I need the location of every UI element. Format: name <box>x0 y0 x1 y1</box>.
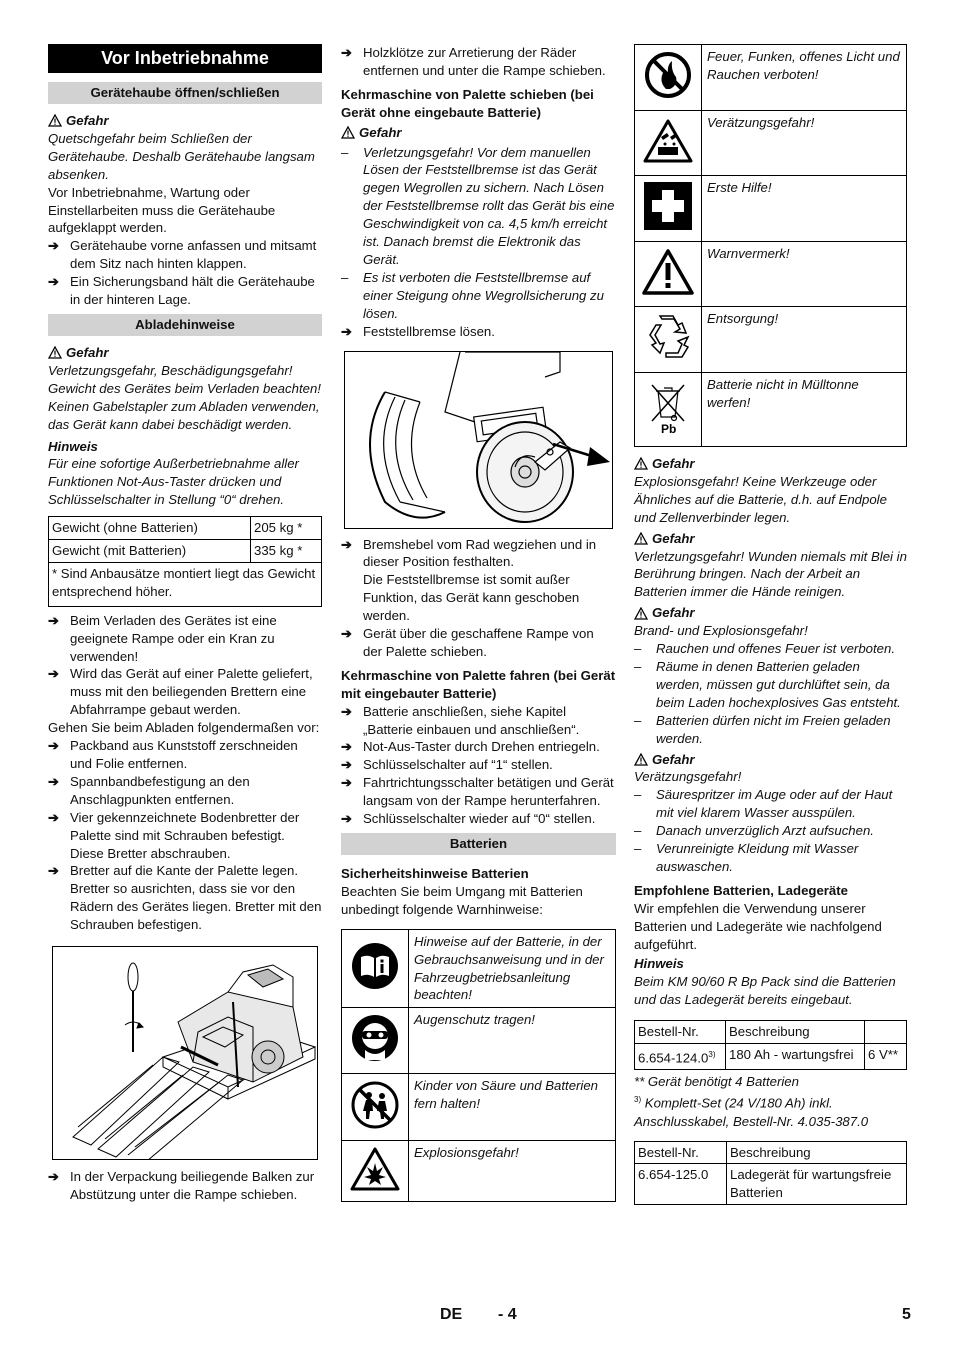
no-fire-icon <box>635 45 702 111</box>
step-item: ➔ Feststellbremse lösen. <box>341 323 495 339</box>
hint-label: Hinweis <box>634 956 684 972</box>
dash-item: – Batterien dürfen nicht im Freien geladen werden. <box>634 712 891 746</box>
danger-label: Gefahr <box>48 344 322 362</box>
warning-triangle-icon <box>634 457 648 470</box>
manual-info-icon <box>342 929 409 1008</box>
first-aid-icon <box>635 176 702 242</box>
step-item: ➔ Bremshebel vom Rad wegziehen und in dieser Position festhalten. Die Feststellbremse ist somit außer Funktion, das Gerät kann geschoben werden. <box>341 536 597 624</box>
step-item: ➔ Gerätehaube vorne anfassen und mitsamt dem Sitz nach hinten klappen. <box>48 238 317 272</box>
dash-item: – Räume in denen Batterien geladen werden, müssen gut durchlüftet sein, da beim Laden hochexplosives Gas entsteht. <box>634 658 901 710</box>
footnote: ** Gerät benötigt 4 Batterien <box>634 1074 799 1090</box>
danger-label: Gefahr <box>634 455 907 473</box>
hint-text: Beim KM 90/60 R Bp Pack sind die Batterien und das Ladegerät bereits eingebaut. <box>634 974 896 1008</box>
weight-table <box>48 516 322 607</box>
table-row: Erste Hilfe! <box>635 176 907 242</box>
footer-language: DE <box>440 1306 463 1323</box>
step-item: ➔ Fahrtrichtungsschalter betätigen und Gerät langsam von der Rampe herunterfahren. <box>341 775 614 809</box>
heading-drive-off-pallet: Kehrmaschine von Palette fahren (bei Gerät mit eingebauter Batterie) <box>341 667 616 701</box>
footer-page-right: 5 <box>902 1306 911 1323</box>
danger-text: Brand- und Explosionsgefahr! <box>634 623 808 639</box>
table-row: Verätzungsgefahr! <box>635 111 907 176</box>
subheading-hood: Gerätehaube öffnen/schließen <box>48 82 322 104</box>
danger-label: Gefahr <box>634 751 907 769</box>
column-1 <box>48 44 322 1204</box>
warning-icon <box>635 242 702 307</box>
subheading-batteries: Batterien <box>341 833 616 855</box>
danger-text: Verätzungsgefahr! <box>634 769 742 785</box>
danger-label: Gefahr <box>634 530 907 548</box>
step-item: ➔ In der Verpackung beiliegende Balken zur Abstützung unter die Rampe schieben. <box>48 1169 315 1202</box>
step-item: ➔ Ein Sicherungsband hält die Gerätehaube in der hinteren Lage. <box>48 274 315 308</box>
heading-battery-safety: Sicherheitshinweise Batterien <box>341 866 529 881</box>
danger-text: Verletzungsgefahr! Wunden niemals mit Blei in Berührung bringen. Nach der Arbeit an Batterien immer die Hände reinigen. <box>634 548 907 600</box>
danger-label: Gefahr <box>634 604 907 622</box>
step-item: ➔ Spannbandbefestigung an den Anschlagpunkten entfernen. <box>48 773 250 807</box>
table-row: 6.654-125.0 Ladegerät für wartungsfreie Batterien <box>635 1164 907 1205</box>
danger-label: Gefahr <box>341 124 616 142</box>
step-item: ➔ Wird das Gerät auf einer Palette geliefert, muss mit den beiliegenden Brettern eine Abfahrrampe gebaut werden. <box>48 666 313 718</box>
table-row: Explosionsgefahr! <box>342 1141 616 1202</box>
paragraph: Wir empfehlen die Verwendung unserer Batterien und Ladegeräte wie nachfolgend aufgeführt. <box>634 900 882 952</box>
ramp-illustration <box>52 946 318 1160</box>
table-row: Kinder von Säure und Batterien fern halten! <box>342 1074 616 1141</box>
step-item: ➔ Gerät über die geschaffene Rampe von der Palette schieben. <box>341 626 594 659</box>
footer-page-left: - 4 <box>498 1306 517 1323</box>
step-item: ➔ Vier gekennzeichnete Bodenbretter der Palette sind mit Schrauben befestigt. Diese Bretter abschrauben. <box>48 809 300 861</box>
dash-item: – Verunreinigte Kleidung mit Wasser auswaschen. <box>634 841 859 874</box>
step-item: ➔ Bretter auf die Kante der Palette legen. Bretter so ausrichten, dass sie vor den Rädern des Gerätes liegen. Bretter mit den Schrauben befestigen. <box>48 863 322 933</box>
table-row: 6.654-124.0$^{3)}$ 180 Ah - wartungsfrei 6 V** <box>635 1044 907 1070</box>
table-row: Feuer, Funken, offenes Licht und Rauchen verboten! <box>635 45 907 111</box>
explosion-hazard-icon <box>342 1141 409 1202</box>
step-item: ➔ Batterie anschließen, siehe Kapitel „Batterie einbauen und anschließen“. <box>341 703 580 737</box>
step-item: ➔ Beim Verladen des Gerätes ist eine geeignete Rampe oder ein Kran zu verwenden! <box>48 612 277 664</box>
hint-text: Für eine sofortige Außerbetriebnahme aller Funktionen Not-Aus-Taster drücken und Schlüsselschalter in Stellung “0“ drehen. <box>48 456 299 508</box>
section-title: Vor Inbetriebnahme <box>48 44 322 73</box>
eye-protection-icon <box>342 1008 409 1074</box>
recycling-icon <box>635 307 702 373</box>
table-row: Gewicht (mit Batterien) 335 kg * <box>49 540 322 563</box>
dash-item: – Verletzungsgefahr! Vor dem manuellen Lösen der Feststellbremse ist das Gerät gegen Wegrollen zu sichern. Nach Lösen der Feststellbremse rollt das Gerät bis eine Geschwindigkeit von ca. 4,5 km/h erreicht ist. Danach bremst die Elektronik das Gerät. <box>341 144 615 267</box>
heading-recommended-batteries: Empfohlene Batterien, Ladegeräte <box>634 882 848 898</box>
warning-triangle-icon <box>634 532 648 545</box>
warning-triangle-icon <box>48 114 62 127</box>
corrosive-hazard-icon <box>635 111 702 176</box>
step-item: ➔ Schlüsselschalter wieder auf “0“ stellen. <box>341 811 596 827</box>
warning-triangle-icon <box>634 753 648 766</box>
paragraph: Gehen Sie beim Abladen folgendermaßen vor: <box>48 720 320 736</box>
table-row: Gewicht (ohne Batterien) 205 kg * <box>49 517 322 540</box>
no-bin-pb-icon <box>635 373 702 447</box>
step-item: ➔ Schlüsselschalter auf “1“ stellen. <box>341 757 553 773</box>
danger-text: Explosionsgefahr! Keine Werkzeuge oder Ähnliches auf die Batterie, d.h. auf Endpole und Zellenverbinder legen. <box>634 473 887 525</box>
table-row: Pb Batterie nicht in Mülltonne werfen! <box>635 373 907 447</box>
warning-triangle-icon <box>634 607 648 620</box>
paragraph: Beachten Sie beim Umgang mit Batterien unbedingt folgende Warnhinweise: <box>341 883 583 917</box>
danger-text: Quetschgefahr beim Schließen der Gerätehaube. Deshalb Gerätehaube langsam absenken. <box>48 130 315 182</box>
step-item: ➔ Not-Aus-Taster durch Drehen entriegeln. <box>341 739 600 755</box>
table-row: Hinweise auf der Batterie, in der Gebrauchsanweisung und in der Fahrzeugbetriebsanleitung beachten! <box>342 929 616 1008</box>
column-2 <box>341 44 616 1202</box>
dash-item: – Es ist verboten die Feststellbremse auf einer Steigung ohne Wegrollsicherung zu lösen. <box>341 269 604 321</box>
battery-symbols-table-1 <box>341 929 616 1203</box>
warning-triangle-icon <box>48 346 62 359</box>
table-row: Entsorgung! <box>635 307 907 373</box>
step-item: ➔ Packband aus Kunststoff zerschneiden und Folie entfernen. <box>48 738 298 771</box>
keep-children-away-icon <box>342 1074 409 1141</box>
hint-label: Hinweis <box>48 438 98 454</box>
dash-item: – Rauchen und offenes Feuer ist verboten. <box>634 641 895 657</box>
subheading-unloading: Abladehinweise <box>48 314 322 336</box>
charger-table <box>634 1141 907 1206</box>
svg-text:Pb: Pb <box>661 422 677 436</box>
table-row: Bestell-Nr. Beschreibung <box>635 1021 907 1044</box>
heading-push-off-pallet: Kehrmaschine von Palette schieben (bei Gerät ohne eingebaute Batterie) <box>341 86 594 120</box>
table-row: Warnvermerk! <box>635 242 907 307</box>
brake-lever-illustration <box>344 351 613 529</box>
table-row: * Sind Anbausätze montiert liegt das Gewicht entsprechend höher. <box>49 562 322 606</box>
battery-table <box>634 1020 907 1070</box>
table-row: Augenschutz tragen! <box>342 1008 616 1074</box>
dash-item: – Säurespritzer im Auge oder auf der Haut mit viel klarem Wasser ausspülen. <box>634 787 893 821</box>
warning-triangle-icon <box>341 126 355 139</box>
footnote: $^{3)}$ Komplett-Set (24 V/180 Ah) inkl. Anschlusskabel, Bestell-Nr. 4.035-387.0 <box>634 1095 869 1129</box>
paragraph: Vor Inbetriebnahme, Wartung oder Einstellarbeiten muss die Gerätehaube aufgeklappt werden. <box>48 184 276 236</box>
danger-label: Gefahr <box>48 112 322 130</box>
column-3 <box>634 44 907 1205</box>
dash-item: – Danach unverzüglich Arzt aufsuchen. <box>634 823 874 839</box>
table-row: Bestell-Nr. Beschreibung <box>635 1141 907 1164</box>
battery-symbols-table-2 <box>634 44 907 447</box>
danger-text: Verletzungsgefahr, Beschädigungsgefahr! Gewicht des Gerätes beim Verladen beachten! Keinen Gabelstapler zum Abladen verwenden, das Gerät kann dabei beschädigt werden. <box>48 362 321 432</box>
step-item: ➔ Holzklötze zur Arretierung der Räder entfernen und unter die Rampe schieben. <box>341 45 606 78</box>
